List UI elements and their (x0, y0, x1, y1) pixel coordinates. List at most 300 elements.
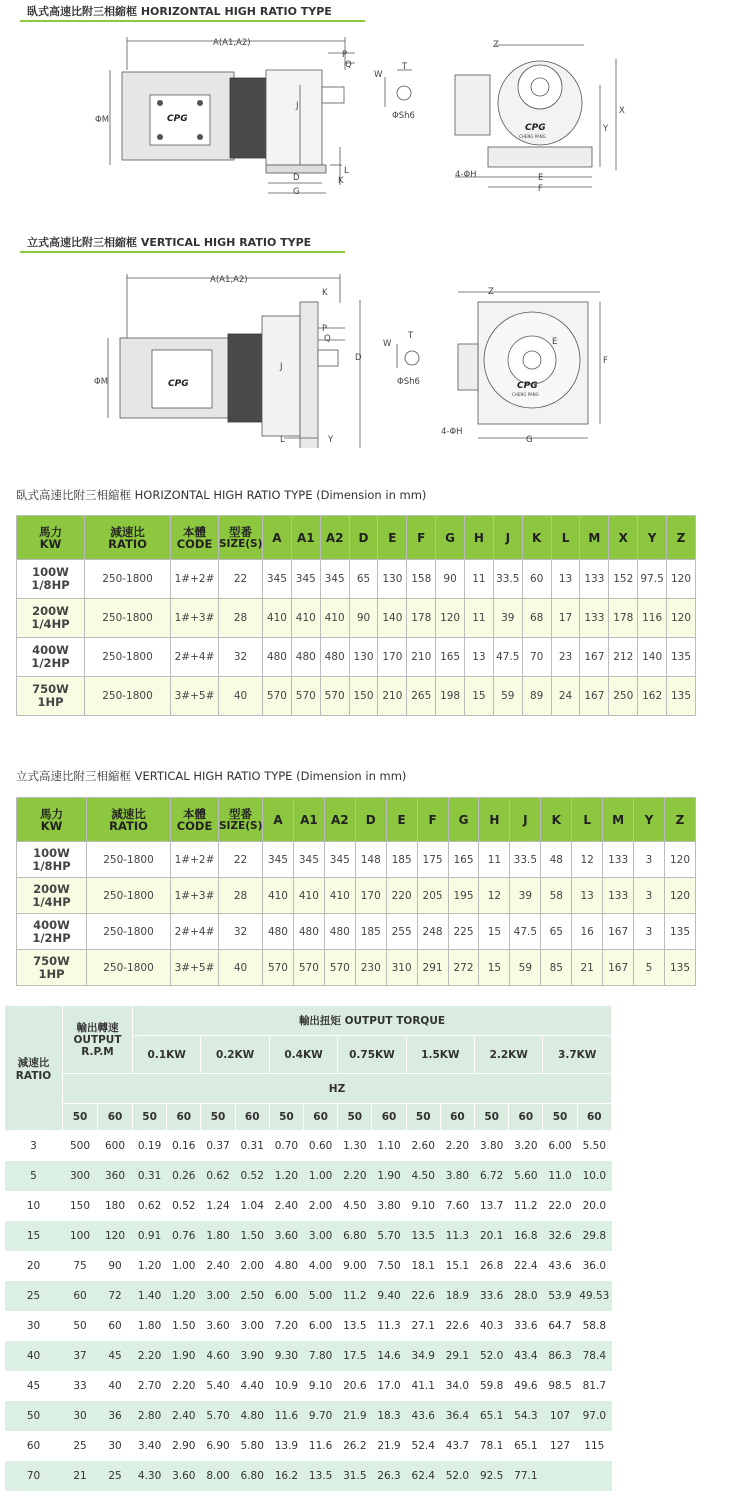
torque-cell: 97.0 (577, 1401, 611, 1431)
torque-cell: 2.20 (445, 1139, 470, 1152)
header-ratio: 減速比 RATIO (5, 1006, 63, 1131)
dim-cell: 11 (479, 842, 510, 878)
dim-cell: 59 (510, 950, 541, 986)
dim-cell: 410 (263, 878, 294, 914)
label-w: W (383, 339, 392, 349)
torque-cell: 0.26 (167, 1161, 201, 1191)
dim-cell: 48 (541, 842, 572, 878)
label-t: T (408, 331, 414, 341)
dim-cell: 570 (291, 677, 320, 716)
ratio-cell: 15 (5, 1221, 63, 1251)
torque-cell: 127 (550, 1439, 571, 1452)
torque-cell: 41.1 (411, 1379, 435, 1392)
header-dim: A (263, 516, 292, 560)
ratio-cell: 3 (30, 1139, 37, 1152)
label-m: ΦM (95, 115, 110, 125)
torque-cell: 49.6 (514, 1379, 538, 1392)
ratio-cell: 250-1800 (85, 599, 171, 638)
torque-cell: 13.5 (343, 1319, 367, 1332)
table-row (17, 914, 696, 950)
torque-cell: 43.4 (509, 1341, 543, 1371)
torque-cell: 65.1 (514, 1439, 538, 1452)
torque-cell: 53.9 (543, 1281, 577, 1311)
header-dim: H (465, 516, 494, 560)
torque-cell: 1.80 (137, 1319, 162, 1332)
label-a: A(A1,A2) (210, 275, 248, 285)
torque-cell: 33 (73, 1379, 87, 1392)
dim-cell: 570 (324, 950, 355, 986)
brand-sub: CHENG PANG (512, 392, 539, 397)
dim-cell: 212 (609, 638, 638, 677)
torque-cell: 9.00 (343, 1259, 367, 1272)
dim-cell: 167 (580, 677, 609, 716)
dim-cell: 15 (479, 950, 510, 986)
dim-cell: 170 (355, 878, 386, 914)
torque-cell: 52.4 (411, 1439, 435, 1452)
dim-cell: 345 (324, 842, 355, 878)
torque-cell: 5.80 (240, 1439, 264, 1452)
header-dim: M (580, 516, 609, 560)
label-w: W (374, 70, 383, 80)
table-row (17, 950, 696, 986)
dim-cell: 345 (293, 842, 324, 878)
torque-cell: 15.1 (445, 1259, 470, 1272)
dim-cell: 3 (634, 914, 665, 950)
torque-cell: 16.2 (269, 1461, 303, 1491)
hz-value: 50 (201, 1104, 235, 1131)
torque-cell: 9.10 (308, 1379, 333, 1392)
torque-cell: 52.0 (440, 1461, 474, 1491)
label-j: J (280, 362, 283, 372)
torque-cell: 5.70 (201, 1401, 235, 1431)
header-dim: G (436, 516, 465, 560)
dim-cell: 11 (465, 560, 494, 599)
torque-cell: 18.1 (411, 1259, 435, 1272)
dim-cell: 345 (320, 560, 349, 599)
dim-cell: 185 (355, 914, 386, 950)
dim-cell: 178 (609, 599, 638, 638)
torque-cell: 33.6 (514, 1319, 538, 1332)
torque-cell: 30 (108, 1439, 122, 1452)
torque-cell (577, 1461, 611, 1491)
table-row (17, 638, 696, 677)
header-dim: J (493, 516, 522, 560)
header-power: 0.1KW (133, 1036, 201, 1074)
torque-cell: 11.2 (338, 1281, 372, 1311)
dim-cell: 133 (603, 842, 634, 878)
torque-cell: 6.72 (475, 1161, 509, 1191)
dim-cell: 5 (634, 950, 665, 986)
dim-cell: 3 (634, 878, 665, 914)
header-dim: A2 (320, 516, 349, 560)
header-ratio: 減速比 RATIO (87, 798, 171, 842)
size-cell: 22 (219, 842, 263, 878)
dim-cell: 345 (263, 842, 294, 878)
torque-cell: 26.8 (479, 1259, 504, 1272)
label-g: G (293, 187, 300, 197)
header-dim: J (510, 798, 541, 842)
code-cell: 1#+3# (171, 878, 219, 914)
dim-cell: 12 (572, 842, 603, 878)
torque-cell: 10.0 (577, 1161, 611, 1191)
torque-cell: 20.6 (343, 1379, 367, 1392)
torque-cell: 11.0 (543, 1161, 577, 1191)
torque-cell: 150 (69, 1199, 91, 1212)
dim-cell: 85 (541, 950, 572, 986)
torque-cell: 1.20 (167, 1281, 201, 1311)
torque-cell: 62.4 (406, 1461, 440, 1491)
torque-cell: 100 (63, 1221, 98, 1251)
header-dim: Y (634, 798, 665, 842)
dim-cell: 272 (448, 950, 479, 986)
label-t: T (402, 62, 408, 72)
header-power: 0.75KW (338, 1036, 406, 1074)
dim-cell: 255 (386, 914, 417, 950)
torque-cell: 5.40 (206, 1379, 230, 1392)
ratio-cell: 60 (26, 1439, 41, 1452)
torque-cell: 0.31 (133, 1161, 167, 1191)
torque-cell: 1.20 (137, 1259, 162, 1272)
hz-value: 50 (63, 1104, 98, 1131)
header-power: 2.2KW (475, 1036, 543, 1074)
torque-cell: 9.40 (372, 1281, 406, 1311)
header-dim: A (263, 798, 294, 842)
torque-cell: 32.6 (543, 1221, 577, 1251)
header-power: 0.4KW (269, 1036, 337, 1074)
torque-cell: 1.04 (240, 1199, 264, 1212)
torque-cell: 13.9 (274, 1439, 299, 1452)
torque-cell: 3.20 (514, 1139, 538, 1152)
torque-cell: 0.60 (308, 1139, 333, 1152)
horizontal-drawing (0, 25, 750, 230)
table-row (17, 842, 696, 878)
torque-cell: 26.3 (372, 1461, 406, 1491)
dim-cell: 3 (634, 842, 665, 878)
torque-cell: 25 (73, 1439, 87, 1452)
torque-cell: 45 (98, 1341, 133, 1371)
torque-cell: 7.50 (377, 1259, 401, 1272)
torque-cell: 54.3 (509, 1401, 543, 1431)
torque-cell: 0.31 (240, 1139, 264, 1152)
torque-cell: 78.1 (479, 1439, 504, 1452)
table-row (5, 1131, 612, 1161)
dim-cell: 89 (522, 677, 551, 716)
title-underline (20, 251, 345, 253)
torque-cell: 75 (73, 1259, 87, 1272)
dim-cell: 58 (541, 878, 572, 914)
dim-cell: 167 (580, 638, 609, 677)
label-q: Q (345, 60, 352, 70)
torque-cell: 6.00 (308, 1319, 333, 1332)
table-row (5, 1341, 612, 1371)
ratio-cell: 250-1800 (85, 677, 171, 716)
kw-cell: 400W 1/2HP (17, 638, 85, 677)
dim-cell: 170 (378, 638, 407, 677)
label-f: F (603, 356, 608, 366)
header-dim: H (479, 798, 510, 842)
label-f: F (538, 184, 543, 194)
code-cell: 3#+5# (171, 950, 219, 986)
kw-cell: 100W 1/8HP (17, 842, 87, 878)
ratio-cell: 250-1800 (87, 842, 171, 878)
dim-cell: 167 (603, 950, 634, 986)
dim-cell: 410 (263, 599, 292, 638)
torque-cell: 17.5 (338, 1341, 372, 1371)
torque-cell: 11.6 (308, 1439, 333, 1452)
dim-cell: 152 (609, 560, 638, 599)
dim-cell: 167 (603, 914, 634, 950)
dim-cell: 65 (541, 914, 572, 950)
dim-cell: 21 (572, 950, 603, 986)
torque-cell: 14.6 (372, 1341, 406, 1371)
header-power: 0.2KW (201, 1036, 269, 1074)
torque-cell: 13.5 (304, 1461, 338, 1491)
torque-cell: 2.20 (133, 1341, 167, 1371)
table-row (5, 1401, 612, 1431)
torque-cell: 3.80 (479, 1139, 504, 1152)
label-z: Z (488, 287, 494, 297)
ratio-cell: 20 (26, 1259, 41, 1272)
torque-cell: 81.7 (582, 1379, 607, 1392)
torque-cell: 180 (104, 1199, 126, 1212)
torque-cell: 28.0 (509, 1281, 543, 1311)
dim-cell: 13 (465, 638, 494, 677)
label-g: G (526, 435, 533, 445)
kw-cell: 100W 1/8HP (17, 560, 85, 599)
dim-cell: 265 (407, 677, 436, 716)
label-l: L (280, 435, 285, 445)
torque-cell: 3.80 (440, 1161, 474, 1191)
torque-cell: 59.8 (479, 1379, 504, 1392)
torque-cell: 29.1 (440, 1341, 474, 1371)
header-dim: G (448, 798, 479, 842)
ratio-cell: 45 (26, 1379, 41, 1392)
table-row (17, 878, 696, 914)
torque-cell: 7.60 (445, 1199, 470, 1212)
label-k: K (322, 288, 328, 298)
dim-cell: 24 (551, 677, 580, 716)
torque-cell: 18.3 (372, 1401, 406, 1431)
torque-cell: 1.90 (167, 1341, 201, 1371)
torque-cell: 26.2 (343, 1439, 367, 1452)
torque-cell: 2.40 (274, 1199, 299, 1212)
header-dim: E (386, 798, 417, 842)
dim-cell: 59 (493, 677, 522, 716)
ratio-cell: 250-1800 (85, 638, 171, 677)
dim-cell: 17 (551, 599, 580, 638)
label-l: L (344, 166, 349, 176)
label-j: J (296, 101, 299, 111)
dim-cell: 130 (349, 638, 378, 677)
ratio-cell: 250-1800 (87, 914, 171, 950)
dim-cell: 120 (667, 560, 696, 599)
torque-cell: 2.00 (240, 1259, 264, 1272)
label-h: 4-ΦH (441, 427, 463, 437)
header-dim: Y (638, 516, 667, 560)
dim-cell: 480 (291, 638, 320, 677)
torque-cell: 72 (98, 1281, 133, 1311)
torque-cell: 1.24 (206, 1199, 230, 1212)
dim-cell: 570 (293, 950, 324, 986)
dim-cell: 480 (320, 638, 349, 677)
torque-cell: 3.00 (240, 1319, 264, 1332)
dim-cell: 410 (291, 599, 320, 638)
dim-cell: 140 (638, 638, 667, 677)
torque-cell: 300 (63, 1161, 98, 1191)
torque-cell: 3.00 (304, 1221, 338, 1251)
torque-cell (543, 1461, 577, 1491)
dim-cell: 120 (667, 599, 696, 638)
kw-cell: 400W 1/2HP (17, 914, 87, 950)
torque-cell: 7.20 (274, 1319, 299, 1332)
torque-cell: 0.19 (137, 1139, 162, 1152)
dim-cell: 480 (263, 914, 294, 950)
brand-logo: CPG (168, 379, 189, 389)
torque-cell: 2.20 (172, 1379, 196, 1392)
torque-cell: 500 (69, 1139, 91, 1152)
dim-cell: 135 (667, 677, 696, 716)
dim-cell: 225 (448, 914, 479, 950)
header-dim: M (603, 798, 634, 842)
header-dim: X (609, 516, 638, 560)
torque-cell: 0.91 (133, 1221, 167, 1251)
table-row (5, 1191, 612, 1221)
size-cell: 32 (219, 914, 263, 950)
torque-cell: 11.3 (377, 1319, 401, 1332)
hz-value: 60 (167, 1104, 201, 1131)
torque-cell: 1.00 (172, 1259, 196, 1272)
torque-cell: 22.4 (514, 1259, 538, 1272)
torque-cell: 9.30 (269, 1341, 303, 1371)
hz-value: 50 (269, 1104, 303, 1131)
label-d: D (293, 173, 300, 183)
size-cell: 28 (219, 599, 263, 638)
horizontal-table-title: 臥式高速比附三相縮框 HORIZONTAL HIGH RATIO TYPE (Dimension in mm) (16, 488, 427, 502)
torque-cell: 1.40 (133, 1281, 167, 1311)
dim-cell: 410 (324, 878, 355, 914)
torque-cell: 2.40 (167, 1401, 201, 1431)
torque-cell: 1.10 (377, 1139, 401, 1152)
header-dim: K (522, 516, 551, 560)
dim-cell: 47.5 (493, 638, 522, 677)
torque-table-body (5, 1131, 612, 1491)
header-power: 3.7KW (543, 1036, 612, 1074)
horizontal-table-body (17, 560, 696, 716)
torque-cell: 5.50 (582, 1139, 607, 1152)
torque-cell: 52.0 (475, 1341, 509, 1371)
torque-cell: 16.8 (509, 1221, 543, 1251)
dim-cell: 480 (293, 914, 324, 950)
torque-cell: 4.40 (240, 1379, 264, 1392)
hz-value: 60 (235, 1104, 269, 1131)
dim-cell: 210 (378, 677, 407, 716)
header-torque: 輸出扭矩 OUTPUT TORQUE (133, 1006, 612, 1036)
torque-cell: 34.0 (445, 1379, 470, 1392)
dim-cell: 570 (263, 950, 294, 986)
header-dim: A1 (293, 798, 324, 842)
dim-cell: 135 (664, 950, 695, 986)
dim-cell: 250 (609, 677, 638, 716)
header-dim: Z (667, 516, 696, 560)
size-cell: 28 (219, 878, 263, 914)
size-cell: 22 (219, 560, 263, 599)
header-dim: A2 (324, 798, 355, 842)
header-dim: K (541, 798, 572, 842)
label-k: K (338, 176, 344, 186)
vertical-dimension-table (16, 797, 696, 986)
torque-cell: 4.50 (343, 1199, 367, 1212)
torque-cell: 29.8 (577, 1221, 611, 1251)
torque-cell: 0.62 (137, 1199, 162, 1212)
torque-cell: 36 (98, 1401, 133, 1431)
header-ratio: 減速比 RATIO (85, 516, 171, 560)
torque-cell: 5.60 (509, 1161, 543, 1191)
dim-cell: 480 (263, 638, 292, 677)
torque-cell: 2.60 (411, 1139, 435, 1152)
dim-cell: 13 (572, 878, 603, 914)
header-dim: D (349, 516, 378, 560)
code-cell: 1#+3# (171, 599, 219, 638)
torque-cell: 22.0 (548, 1199, 572, 1212)
dim-cell: 150 (349, 677, 378, 716)
hz-value: 50 (338, 1104, 372, 1131)
torque-cell: 13.7 (479, 1199, 504, 1212)
dim-cell: 148 (355, 842, 386, 878)
title-underline (20, 20, 365, 22)
dim-cell: 47.5 (510, 914, 541, 950)
size-cell: 32 (219, 638, 263, 677)
code-cell: 2#+4# (171, 914, 219, 950)
dim-cell: 135 (667, 638, 696, 677)
dim-cell: 13 (551, 560, 580, 599)
header-kw: 馬力 KW (17, 516, 85, 560)
torque-cell: 25 (98, 1461, 133, 1491)
dim-cell: 120 (664, 842, 695, 878)
torque-cell: 10.9 (274, 1379, 299, 1392)
header-code: 本體 CODE (171, 798, 219, 842)
hz-value: 50 (406, 1104, 440, 1131)
label-p: P (322, 324, 328, 334)
torque-cell: 60 (108, 1319, 122, 1332)
label-x: X (619, 106, 625, 116)
dim-cell: 130 (378, 560, 407, 599)
hz-value: 60 (577, 1104, 611, 1131)
header-dim: A1 (291, 516, 320, 560)
torque-cell: 0.70 (274, 1139, 299, 1152)
table-row (5, 1161, 612, 1191)
header-size: 型番 SIZE(S) (219, 798, 263, 842)
vertical-table-title: 立式高速比附三相縮框 VERTICAL HIGH RATIO TYPE (Dimension in mm) (16, 769, 407, 783)
output-torque-table (4, 1005, 612, 1491)
dim-cell: 480 (324, 914, 355, 950)
label-z: Z (493, 40, 499, 50)
torque-cell: 5.70 (372, 1221, 406, 1251)
dim-cell: 60 (522, 560, 551, 599)
dim-cell: 15 (465, 677, 494, 716)
ratio-cell: 10 (26, 1199, 41, 1212)
dim-cell: 33.5 (493, 560, 522, 599)
torque-cell: 6.80 (338, 1221, 372, 1251)
dim-cell: 198 (436, 677, 465, 716)
torque-cell: 11.2 (514, 1199, 538, 1212)
brand-logo-front: CPG (517, 381, 538, 391)
dim-cell: 15 (479, 914, 510, 950)
torque-cell: 1.00 (304, 1161, 338, 1191)
dim-cell: 158 (407, 560, 436, 599)
torque-cell: 3.60 (206, 1319, 230, 1332)
dim-cell: 230 (355, 950, 386, 986)
label-d: D (355, 353, 362, 363)
